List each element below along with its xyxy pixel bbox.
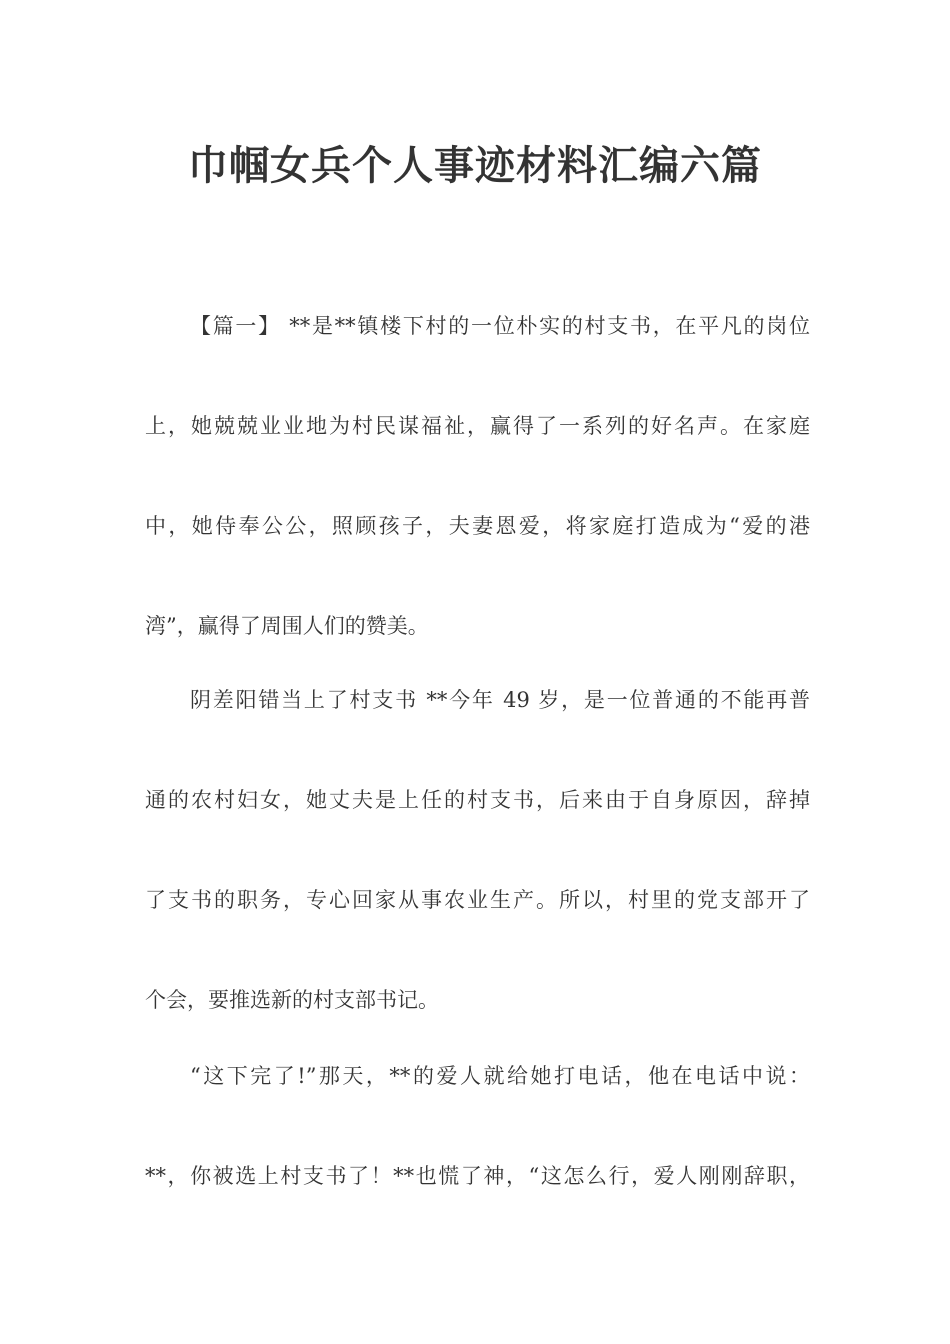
paragraph-2-line-4: 个会，要推选新的村支部书记。 [145, 988, 439, 1012]
paragraph-1-line-1: 【篇一】 **是**镇楼下村的一位朴实的村支书，在平凡的岗位 [190, 314, 810, 338]
paragraph-1-line-2: 上，她兢兢业业地为村民谋福祉，赢得了一系列的好名声。在家庭 [145, 414, 810, 438]
document-title: 巾帼女兵个人事迹材料汇编六篇 [188, 142, 762, 189]
paragraph-1-line-4: 湾”，赢得了周围人们的赞美。 [145, 614, 429, 638]
paragraph-3-line-1: “这下完了!”那天，**的爱人就给她打电话，他在电话中说： [190, 1064, 810, 1088]
paragraph-2-line-2: 通的农村妇女，她丈夫是上任的村支书，后来由于自身原因，辞掉 [145, 788, 810, 812]
paragraph-3-line-2: **，你被选上村支书了！**也慌了神，“这怎么行，爱人刚刚辞职， [145, 1164, 810, 1188]
paragraph-2-line-1: 阴差阳错当上了村支书 **今年 49 岁，是一位普通的不能再普 [190, 688, 810, 712]
paragraph-1-line-3: 中，她侍奉公公，照顾孩子，夫妻恩爱，将家庭打造成为“爱的港 [145, 514, 810, 538]
paragraph-2-line-3: 了支书的职务，专心回家从事农业生产。所以，村里的党支部开了 [145, 888, 810, 912]
